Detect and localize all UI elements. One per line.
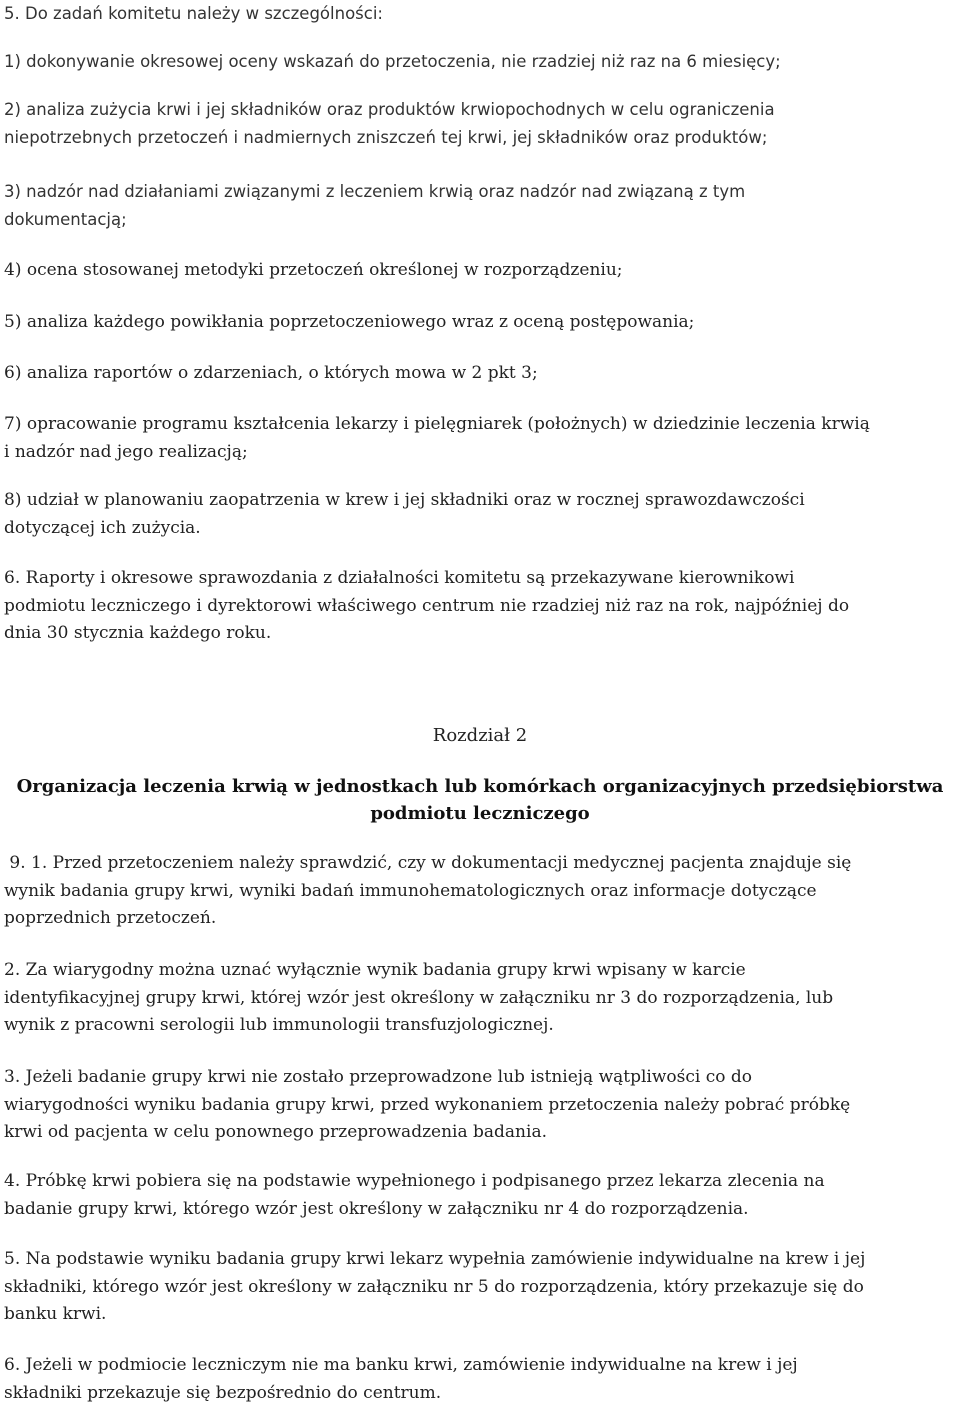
s9-p5-line-2: składniki, którego wzór jest określony w załączniku nr 5 do rozporządzenia, który przekazuje się do — [4, 1274, 956, 1302]
s9-p2-line-2: identyfikacyjnej grupy krwi, której wzór jest określony w załączniku nr 3 do rozporządzenia, lub — [4, 985, 956, 1013]
section-5-item-6 — [4, 360, 956, 388]
item-8-line-2: dotyczącej ich zużycia. — [4, 515, 956, 543]
chapter-label-block — [4, 722, 956, 750]
item-8-line-1: 8) udział w planowaniu zaopatrzenia w krew i jej składniki oraz w rocznej sprawozdawczości — [4, 487, 956, 515]
section-9-paragraph-5 — [4, 1246, 956, 1329]
s9-p6-line-1: 6. Jeżeli w podmiocie leczniczym nie ma banku krwi, zamówienie indywidualne na krew i jej — [4, 1352, 956, 1380]
section-5-item-7 — [4, 411, 956, 466]
section-6-line-3: dnia 30 stycznia każdego roku. — [4, 620, 956, 648]
s9-p3-line-3: krwi od pacjenta w celu ponownego przeprowadzenia badania. — [4, 1119, 956, 1147]
s9-p2-line-1: 2. Za wiarygodny można uznać wyłącznie wynik badania grupy krwi wpisany w karcie — [4, 957, 956, 985]
s9-p1-line-3: poprzednich przetoczeń. — [4, 905, 956, 933]
item-5-text: 5) analiza każdego powikłania poprzetoczeniowego wraz z oceną postępowania; — [4, 309, 956, 337]
s9-p5-line-3: banku krwi. — [4, 1301, 956, 1329]
item-1-text: 1) dokonywanie okresowej oceny wskazań do przetoczenia, nie rzadziej niż raz na 6 miesięcy; — [4, 48, 956, 76]
section-9-paragraph-4 — [4, 1168, 956, 1223]
s9-p5-line-1: 5. Na podstawie wyniku badania grupy krwi lekarz wypełnia zamówienie indywidualne na krew i jej — [4, 1246, 956, 1274]
s9-p6-line-2: składniki przekazuje się bezpośrednio do centrum. — [4, 1380, 956, 1407]
section-5-item-8 — [4, 487, 956, 542]
chapter-title-line-2: podmiotu leczniczego — [4, 800, 956, 827]
section-9-paragraph-1 — [4, 850, 956, 933]
section-5-item-3 — [4, 178, 956, 233]
item-2-line-1: 2) analiza zużycia krwi i jej składników oraz produktów krwiopochodnych w celu ograniczenia — [4, 96, 956, 124]
item-7-line-2: i nadzór nad jego realizacją; — [4, 439, 956, 467]
chapter-label: Rozdział 2 — [4, 722, 956, 750]
item-4-text: 4) ocena stosowanej metodyki przetoczeń określonej w rozporządzeniu; — [4, 257, 956, 285]
section-5-item-4 — [4, 257, 956, 285]
item-7-line-1: 7) opracowanie programu kształcenia lekarzy i pielęgniarek (położnych) w dziedzinie leczenia krwią — [4, 411, 956, 439]
section-5 — [4, 0, 956, 28]
s9-p1-line-2: wynik badania grupy krwi, wyniki badań immunohematologicznych oraz informacje dotyczące — [4, 878, 956, 906]
s9-p3-line-2: wiarygodności wyniku badania grupy krwi, przed wykonaniem przetoczenia należy pobrać próbkę — [4, 1092, 956, 1120]
s9-p3-line-1: 3. Jeżeli badanie grupy krwi nie zostało przeprowadzone lub istnieją wątpliwości co do — [4, 1064, 956, 1092]
section-5-item-5 — [4, 309, 956, 337]
chapter-title — [4, 773, 956, 827]
section-6 — [4, 565, 956, 648]
s9-p4-line-2: badanie grupy krwi, którego wzór jest określony w załączniku nr 4 do rozporządzenia. — [4, 1196, 956, 1224]
chapter-title-line-1: Organizacja leczenia krwią w jednostkach lub komórkach organizacyjnych przedsiębiorstwa — [4, 773, 956, 800]
section-6-line-2: podmiotu leczniczego i dyrektorowi właściwego centrum nie rzadziej niż raz na rok, najpóźniej do — [4, 593, 956, 621]
s9-p4-line-1: 4. Próbkę krwi pobiera się na podstawie wypełnionego i podpisanego przez lekarza zlecenia na — [4, 1168, 956, 1196]
section-9-paragraph-2 — [4, 957, 956, 1040]
section-5-item-1 — [4, 48, 956, 76]
item-3-line-1: 3) nadzór nad działaniami związanymi z leczeniem krwią oraz nadzór nad związaną z tym — [4, 178, 956, 206]
section-5-item-2 — [4, 96, 956, 151]
section-6-line-1: 6. Raporty i okresowe sprawozdania z działalności komitetu są przekazywane kierownikowi — [4, 565, 956, 593]
item-2-line-2: niepotrzebnych przetoczeń i nadmiernych zniszczeń tej krwi, jej składników oraz produktów; — [4, 124, 956, 152]
item-3-line-2: dokumentacją; — [4, 206, 956, 234]
section-5-intro: 5. Do zadań komitetu należy w szczególności: — [4, 0, 956, 28]
section-9-paragraph-6 — [4, 1352, 956, 1407]
s9-p2-line-3: wynik z pracowni serologii lub immunologii transfuzjologicznej. — [4, 1012, 956, 1040]
item-6-text: 6) analiza raportów o zdarzeniach, o których mowa w 2 pkt 3; — [4, 360, 956, 388]
section-9-paragraph-3 — [4, 1064, 956, 1147]
s9-p1-line-1: 9. 1. Przed przetoczeniem należy sprawdzić, czy w dokumentacji medycznej pacjenta znajduje się — [4, 850, 956, 878]
